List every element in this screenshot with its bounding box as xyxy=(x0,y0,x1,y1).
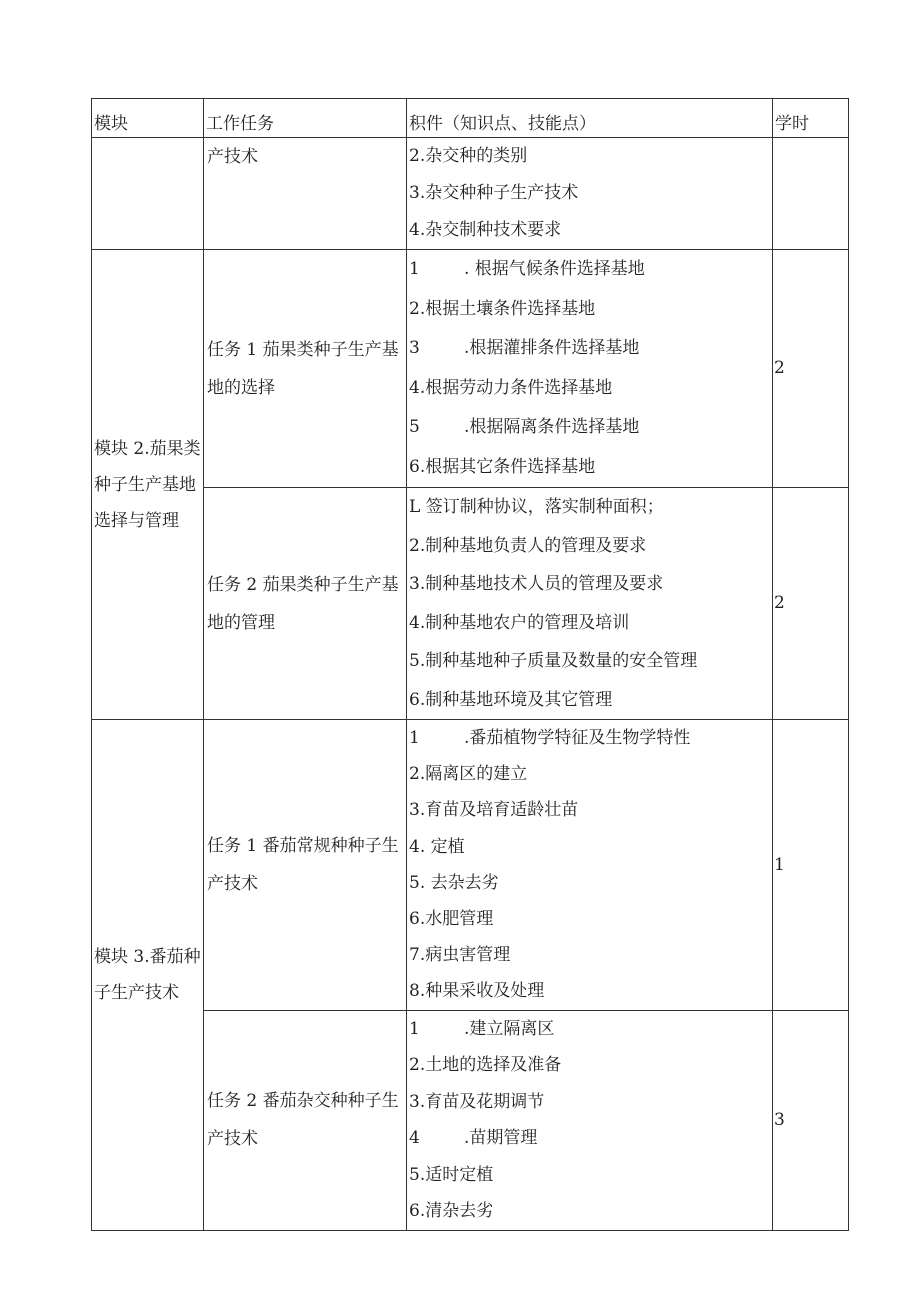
list-item: 3 .根据灌排条件选择基地 xyxy=(409,338,640,358)
task-label: 任务 1 番茄常规种种子生产技术 xyxy=(207,835,399,894)
list-item: 6.制种基地环境及其它管理 xyxy=(409,689,613,710)
module-cell xyxy=(92,138,204,250)
hours-cell: 3 xyxy=(773,1010,849,1230)
table-row xyxy=(92,1010,849,1230)
task-label: 任务 2 番茄杂交种种子生产技术 xyxy=(207,1091,399,1150)
table-row xyxy=(92,488,849,720)
list-item: 3.制种基地技术人员的管理及要求 xyxy=(409,574,664,594)
items-cell xyxy=(407,138,773,250)
module-cell xyxy=(92,720,204,1231)
list-item: 2.土地的选择及准备 xyxy=(409,1055,562,1076)
list-item: 1 .建立隔离区 xyxy=(409,1018,555,1039)
list-item: 5. 去杂去劣 xyxy=(409,872,499,893)
table-row xyxy=(92,250,849,488)
list-item: 4 .苗期管理 xyxy=(409,1128,538,1149)
hours-cell: 2 xyxy=(773,488,849,720)
list-item: 2.根据土壤条件选择基地 xyxy=(409,298,596,319)
hours-cell: 1 xyxy=(773,720,849,1011)
task-cell: 产技术 xyxy=(204,138,407,250)
list-item: 2.杂交种的类别 xyxy=(409,146,528,166)
items-cell xyxy=(407,1010,773,1230)
header-module: 模块 xyxy=(92,99,204,138)
list-item: 4.杂交制种技术要求 xyxy=(409,220,562,240)
task-cell xyxy=(204,1010,407,1230)
hours-cell xyxy=(773,138,849,250)
list-item: 5.制种基地种子质量及数量的安全管理 xyxy=(409,651,698,671)
list-item: 1 .番茄植物学特征及生物学特性 xyxy=(409,728,691,748)
curriculum-table xyxy=(91,98,849,1231)
task-cell xyxy=(204,488,407,720)
list-item: L 签订制种协议，落实制种面积； xyxy=(409,497,664,517)
list-item: 3.杂交种种子生产技术 xyxy=(409,183,579,203)
header-row xyxy=(92,99,849,138)
task-cell xyxy=(204,720,407,1011)
list-item: 6.清杂去劣 xyxy=(409,1201,494,1222)
module-label: 模块 2.茄果类种子生产基地选择与管理 xyxy=(94,438,201,531)
list-item: 4.制种基地农户的管理及培训 xyxy=(409,612,630,633)
task-cell xyxy=(204,250,407,488)
list-item: 6.根据其它条件选择基地 xyxy=(409,456,596,477)
items-cell xyxy=(407,250,773,488)
items-cell xyxy=(407,488,773,720)
list-item: 7.病虫害管理 xyxy=(409,945,511,966)
list-item: 4.根据劳动力条件选择基地 xyxy=(409,377,613,398)
task-label: 任务 1 茄果类种子生产基地的选择 xyxy=(207,339,399,398)
list-item: 4. 定植 xyxy=(409,836,465,857)
header-hours: 学时 xyxy=(773,99,849,138)
list-item: 2.制种基地负责人的管理及要求 xyxy=(409,535,647,556)
header-content: 积件（知识点、技能点） xyxy=(407,99,773,138)
table-row xyxy=(92,138,849,250)
items-cell xyxy=(407,720,773,1011)
header-task: 工作任务 xyxy=(204,99,407,138)
list-item: 5.适时定植 xyxy=(409,1164,494,1185)
module-label: 模块 3.番茄种子生产技术 xyxy=(94,946,201,1003)
list-item: 6.水肥管理 xyxy=(409,909,494,930)
table-row xyxy=(92,720,849,1011)
list-item: 3.育苗及花期调节 xyxy=(409,1091,545,1112)
module-cell xyxy=(92,250,204,720)
list-item: 1 . 根据气候条件选择基地 xyxy=(409,259,645,279)
hours-cell: 2 xyxy=(773,250,849,488)
list-item: 3.育苗及培育适龄壮苗 xyxy=(409,800,579,821)
task-label: 任务 2 茄果类种子生产基地的管理 xyxy=(207,574,399,633)
list-item: 5 .根据隔离条件选择基地 xyxy=(409,417,640,437)
list-item: 2.隔离区的建立 xyxy=(409,764,528,785)
list-item: 8.种果采收及处理 xyxy=(409,981,545,1002)
